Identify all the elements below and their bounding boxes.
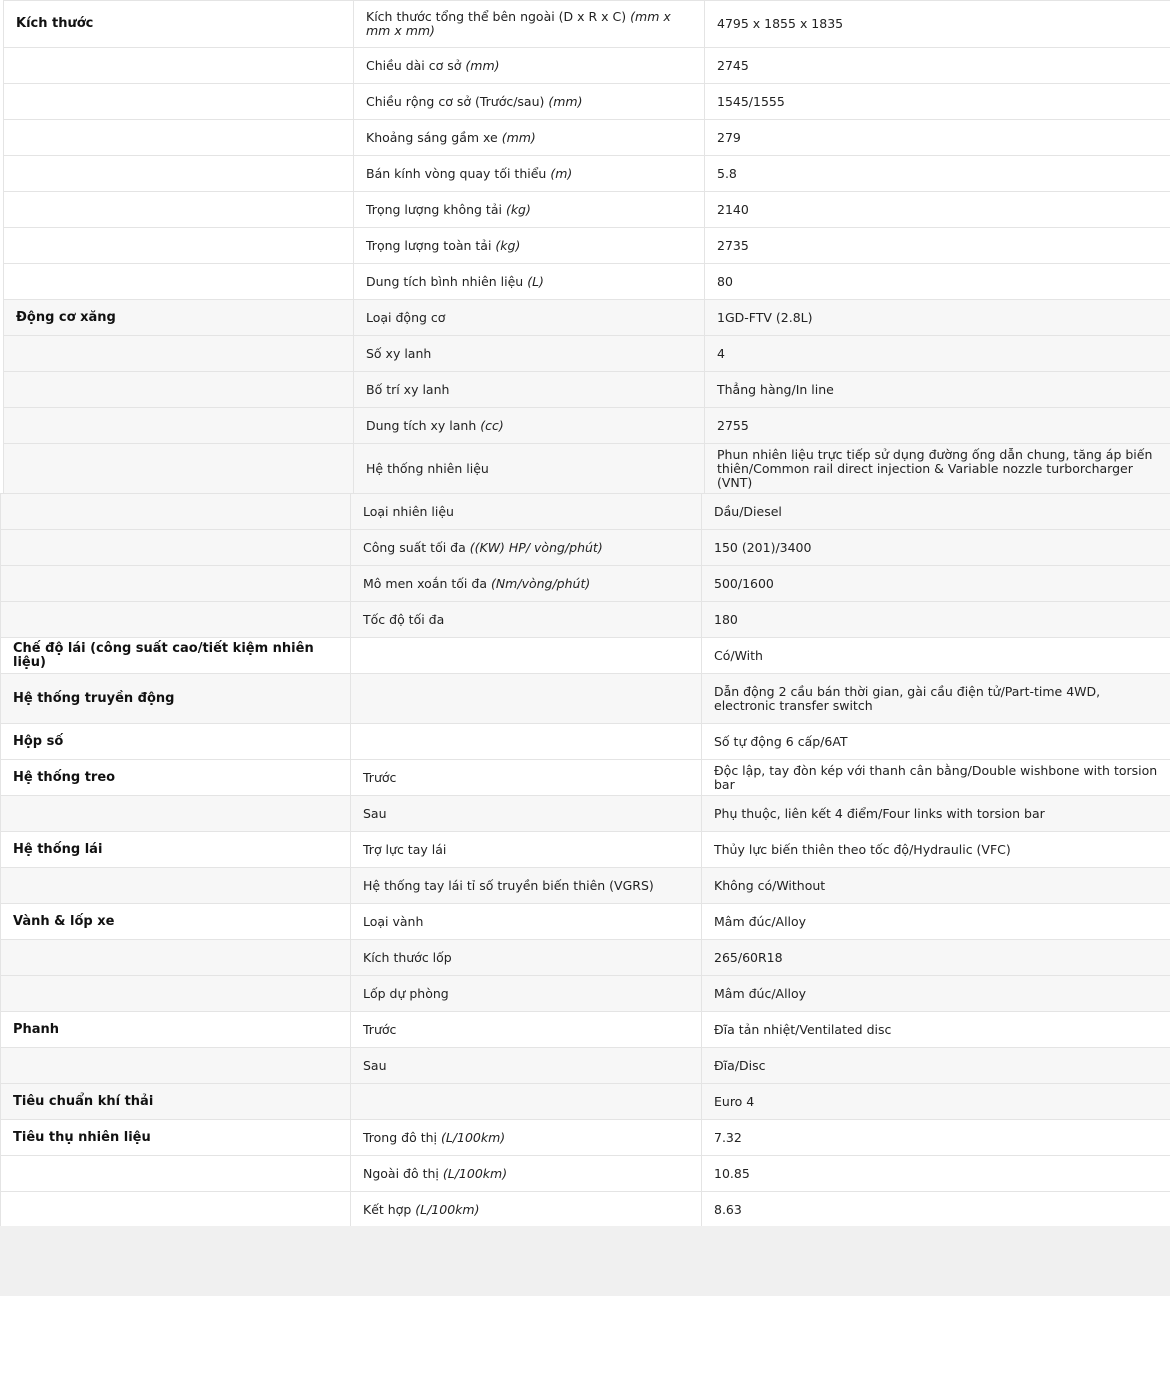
spec-group-cell bbox=[1, 602, 351, 638]
spec-value: Không có/Without bbox=[714, 877, 826, 893]
spec-item-cell bbox=[354, 372, 705, 408]
spec-item: Chiều rộng cơ sở (Trước/sau) bbox=[366, 93, 549, 109]
spec-unit: (Nm/vòng/phút) bbox=[490, 575, 591, 591]
spec-value-cell bbox=[705, 336, 1170, 372]
spec-item: Công suất tối đa bbox=[363, 539, 470, 555]
spec-item-cell bbox=[351, 638, 702, 674]
spec-group-cell bbox=[4, 84, 354, 120]
spec-row bbox=[1, 976, 1170, 1012]
spec-table-part2 bbox=[0, 493, 1170, 1228]
spec-row bbox=[1, 1120, 1170, 1156]
spec-item-cell bbox=[354, 336, 705, 372]
spec-unit: (L) bbox=[527, 273, 544, 289]
spec-value: Mâm đúc/Alloy bbox=[714, 913, 807, 929]
spec-item-cell bbox=[354, 264, 705, 300]
spec-value: 279 bbox=[717, 129, 741, 145]
spec-value: Mâm đúc/Alloy bbox=[714, 985, 807, 1001]
spec-value: 10.85 bbox=[714, 1165, 750, 1181]
spec-row bbox=[4, 300, 1170, 336]
spec-value-cell bbox=[702, 1084, 1170, 1120]
spec-value-cell bbox=[705, 444, 1170, 494]
spec-row bbox=[1, 566, 1170, 602]
spec-unit: (kg) bbox=[505, 201, 531, 217]
spec-item-cell bbox=[351, 566, 702, 602]
spec-unit: (kg) bbox=[495, 237, 521, 253]
spec-value-cell bbox=[705, 228, 1170, 264]
spec-item: Ngoài đô thị bbox=[363, 1165, 443, 1181]
spec-item-cell bbox=[351, 940, 702, 976]
spec-value: 1545/1555 bbox=[717, 93, 785, 109]
spec-group: Chế độ lái (công suất cao/tiết kiệm nhiên liệu) bbox=[13, 640, 314, 670]
spec-group-cell bbox=[1, 530, 351, 566]
spec-item-cell bbox=[351, 494, 702, 530]
spec-value-cell bbox=[705, 372, 1170, 408]
spec-value: Euro 4 bbox=[714, 1093, 755, 1109]
spec-item: Trước bbox=[363, 769, 397, 785]
spec-item: Chiều dài cơ sở bbox=[366, 57, 466, 73]
spec-item: Loại động cơ bbox=[366, 309, 446, 325]
spec-value: 150 (201)/3400 bbox=[714, 539, 812, 555]
spec-value-cell bbox=[705, 1, 1170, 48]
spec-group-cell bbox=[1, 760, 351, 796]
spec-row bbox=[1, 1192, 1170, 1228]
spec-value: 2745 bbox=[717, 57, 749, 73]
spec-item-cell bbox=[354, 228, 705, 264]
spec-value-cell bbox=[702, 832, 1170, 868]
spec-group-cell bbox=[1, 566, 351, 602]
spec-item-cell bbox=[354, 408, 705, 444]
spec-row bbox=[4, 84, 1170, 120]
spec-item: Bố trí xy lanh bbox=[366, 381, 450, 397]
spec-row bbox=[1, 1084, 1170, 1120]
spec-row bbox=[4, 264, 1170, 300]
spec-value: Phun nhiên liệu trực tiếp sử dụng đường ống dẫn chung, tăng áp biến thiên/Common rail direct injection & Variable nozzle turborcharger (VNT) bbox=[717, 446, 1153, 490]
spec-item: Trọng lượng toàn tải bbox=[366, 237, 496, 253]
spec-item: Khoảng sáng gầm xe bbox=[366, 129, 502, 145]
spec-item-cell bbox=[351, 1012, 702, 1048]
spec-item-cell bbox=[351, 724, 702, 760]
spec-value: Đĩa tản nhiệt/Ventilated disc bbox=[714, 1021, 892, 1037]
spec-group-cell bbox=[1, 796, 351, 832]
spec-row bbox=[4, 372, 1170, 408]
spec-group-cell bbox=[4, 444, 354, 494]
spec-group-cell bbox=[1, 1048, 351, 1084]
spec-group-cell bbox=[4, 156, 354, 192]
spec-value: 2140 bbox=[717, 201, 749, 217]
spec-unit: (mm x mm x mm) bbox=[366, 9, 671, 38]
spec-item: Sau bbox=[363, 1057, 387, 1073]
spec-table-part1 bbox=[3, 0, 1170, 494]
spec-value-cell bbox=[702, 1048, 1170, 1084]
spec-row bbox=[1, 1156, 1170, 1192]
spec-row bbox=[1, 602, 1170, 638]
spec-value: 2755 bbox=[717, 417, 749, 433]
spec-row bbox=[1, 760, 1170, 796]
spec-unit: ((KW) HP/ vòng/phút) bbox=[469, 539, 603, 555]
spec-value-cell bbox=[705, 408, 1170, 444]
spec-unit: (m) bbox=[550, 165, 573, 181]
spec-row bbox=[1, 796, 1170, 832]
spec-group: Động cơ xăng bbox=[16, 309, 116, 325]
spec-value-cell bbox=[705, 300, 1170, 336]
spec-item: Trọng lượng không tải bbox=[366, 201, 506, 217]
spec-value-cell bbox=[702, 976, 1170, 1012]
spec-value: 2735 bbox=[717, 237, 749, 253]
spec-table-body-2 bbox=[1, 494, 1170, 1228]
spec-unit: (mm) bbox=[465, 57, 500, 73]
spec-value-cell bbox=[702, 638, 1170, 674]
spec-group-cell bbox=[4, 192, 354, 228]
spec-item: Kết hợp bbox=[363, 1201, 416, 1217]
spec-item-cell bbox=[351, 530, 702, 566]
spec-value-cell bbox=[702, 674, 1170, 724]
spec-group-cell bbox=[1, 1156, 351, 1192]
spec-group-cell bbox=[4, 300, 354, 336]
spec-row bbox=[1, 530, 1170, 566]
spec-value: 500/1600 bbox=[714, 575, 774, 591]
spec-value-cell bbox=[702, 1012, 1170, 1048]
spec-group: Hệ thống treo bbox=[13, 769, 116, 785]
spec-item-cell bbox=[354, 1, 705, 48]
spec-value: Có/With bbox=[714, 647, 763, 663]
spec-row bbox=[4, 120, 1170, 156]
spec-value-cell bbox=[705, 264, 1170, 300]
spec-value-cell bbox=[705, 48, 1170, 84]
spec-value: 180 bbox=[714, 611, 738, 627]
spec-row bbox=[1, 638, 1170, 674]
spec-item-cell bbox=[354, 300, 705, 336]
spec-item-cell bbox=[351, 1156, 702, 1192]
spec-item-cell bbox=[351, 602, 702, 638]
spec-group-cell bbox=[1, 940, 351, 976]
spec-item: Dung tích bình nhiên liệu bbox=[366, 273, 528, 289]
spec-item-cell bbox=[354, 192, 705, 228]
spec-item: Bán kính vòng quay tối thiểu bbox=[366, 165, 551, 181]
spec-item-cell bbox=[351, 674, 702, 724]
spec-value-cell bbox=[705, 192, 1170, 228]
spec-row bbox=[4, 408, 1170, 444]
spec-group: Tiêu thụ nhiên liệu bbox=[13, 1129, 151, 1145]
spec-row bbox=[4, 48, 1170, 84]
spec-item-cell bbox=[351, 1048, 702, 1084]
spec-value: Số tự động 6 cấp/6AT bbox=[714, 733, 848, 749]
spec-value-cell bbox=[702, 940, 1170, 976]
spec-value: 7.32 bbox=[714, 1129, 742, 1145]
spec-item: Tốc độ tối đa bbox=[363, 611, 445, 627]
spec-unit: (mm) bbox=[501, 129, 536, 145]
spec-group-cell bbox=[4, 48, 354, 84]
spec-row bbox=[1, 724, 1170, 760]
spec-group: Hệ thống lái bbox=[13, 841, 103, 857]
spec-value: Phụ thuộc, liên kết 4 điểm/Four links with torsion bar bbox=[714, 805, 1045, 821]
spec-value-cell bbox=[705, 84, 1170, 120]
spec-row bbox=[1, 940, 1170, 976]
spec-group-cell bbox=[1, 832, 351, 868]
spec-row bbox=[4, 1, 1170, 48]
spec-value: Đĩa/Disc bbox=[714, 1057, 766, 1073]
spec-item: Trợ lực tay lái bbox=[363, 841, 447, 857]
spec-group-cell bbox=[4, 408, 354, 444]
spec-item-cell bbox=[351, 868, 702, 904]
spec-value-cell bbox=[702, 494, 1170, 530]
spec-item: Trong đô thị bbox=[363, 1129, 441, 1145]
spec-item: Kích thước lốp bbox=[363, 949, 452, 965]
spec-group: Hệ thống truyền động bbox=[13, 690, 175, 706]
spec-item-cell bbox=[351, 976, 702, 1012]
spec-group-cell bbox=[4, 264, 354, 300]
spec-value-cell bbox=[702, 566, 1170, 602]
spec-unit: (L/100km) bbox=[415, 1201, 480, 1217]
spec-value: Dầu/Diesel bbox=[714, 503, 782, 519]
spec-group-cell bbox=[1, 868, 351, 904]
spec-value: Thủy lực biến thiên theo tốc độ/Hydraulic (VFC) bbox=[714, 841, 1011, 857]
spec-unit: (L/100km) bbox=[442, 1165, 508, 1181]
spec-group-cell bbox=[4, 336, 354, 372]
spec-item-cell bbox=[351, 904, 702, 940]
spec-item: Loại nhiên liệu bbox=[363, 503, 454, 519]
spec-row bbox=[4, 192, 1170, 228]
spec-row bbox=[1, 904, 1170, 940]
spec-value: 1GD-FTV (2.8L) bbox=[717, 309, 813, 325]
spec-row bbox=[4, 336, 1170, 372]
spec-group-cell bbox=[4, 1, 354, 48]
spec-group-cell bbox=[4, 372, 354, 408]
spec-row bbox=[1, 494, 1170, 530]
spec-value: 265/60R18 bbox=[714, 949, 783, 965]
spec-group-cell bbox=[1, 674, 351, 724]
spec-value-cell bbox=[702, 1120, 1170, 1156]
spec-item: Lốp dự phòng bbox=[363, 985, 449, 1001]
spec-item-cell bbox=[351, 1120, 702, 1156]
spec-row bbox=[1, 1048, 1170, 1084]
spec-group-cell bbox=[1, 724, 351, 760]
spec-value-cell bbox=[702, 530, 1170, 566]
spec-row bbox=[4, 444, 1170, 494]
spec-row bbox=[1, 868, 1170, 904]
spec-value: 5.8 bbox=[717, 165, 737, 181]
spec-item-cell bbox=[354, 156, 705, 192]
spec-group: Vành & lốp xe bbox=[13, 913, 115, 929]
spec-group-cell bbox=[1, 1012, 351, 1048]
spec-item-cell bbox=[354, 120, 705, 156]
spec-group-cell bbox=[1, 1084, 351, 1120]
spec-unit: (cc) bbox=[480, 417, 504, 433]
spec-group-cell bbox=[1, 494, 351, 530]
spec-value-cell bbox=[702, 868, 1170, 904]
spec-item: Hệ thống nhiên liệu bbox=[366, 460, 489, 476]
spec-row bbox=[1, 832, 1170, 868]
spec-group-cell bbox=[1, 638, 351, 674]
spec-item: Trước bbox=[363, 1021, 397, 1037]
spec-row bbox=[1, 674, 1170, 724]
spec-value: 8.63 bbox=[714, 1201, 742, 1217]
spec-group: Kích thước bbox=[16, 16, 94, 31]
spec-item: Loại vành bbox=[363, 913, 424, 929]
spec-item: Hệ thống tay lái tỉ số truyền biến thiên (VGRS) bbox=[363, 877, 654, 893]
spec-value-cell bbox=[705, 120, 1170, 156]
spec-group-cell bbox=[1, 1192, 351, 1228]
spec-item: Số xy lanh bbox=[366, 345, 432, 361]
spec-value-cell bbox=[705, 156, 1170, 192]
spec-unit: (mm) bbox=[548, 93, 583, 109]
spec-value-cell bbox=[702, 760, 1170, 796]
spec-value-cell bbox=[702, 1192, 1170, 1228]
spec-unit: (L/100km) bbox=[440, 1129, 506, 1145]
spec-group: Tiêu chuẩn khí thải bbox=[13, 1093, 154, 1109]
spec-item-cell bbox=[354, 48, 705, 84]
spec-group-cell bbox=[4, 228, 354, 264]
spec-value: Độc lập, tay đòn kép với thanh cân bằng/Double wishbone with torsion bar bbox=[714, 762, 1158, 792]
spec-value-cell bbox=[702, 602, 1170, 638]
spec-item-cell bbox=[351, 1084, 702, 1120]
spec-value: 4 bbox=[717, 345, 725, 361]
spec-value: Dẫn động 2 cầu bán thời gian, gài cầu điện tử/Part-time 4WD, electronic transfer switch bbox=[714, 683, 1101, 713]
spec-item-cell bbox=[351, 796, 702, 832]
spec-group: Hộp số bbox=[13, 733, 64, 749]
spec-item-cell bbox=[351, 760, 702, 796]
spec-item-cell bbox=[354, 84, 705, 120]
spec-item-cell bbox=[354, 444, 705, 494]
spec-value: 4795 x 1855 x 1835 bbox=[717, 16, 844, 31]
spec-value-cell bbox=[702, 796, 1170, 832]
spec-group-cell bbox=[1, 1120, 351, 1156]
spec-value-cell bbox=[702, 724, 1170, 760]
spec-row bbox=[4, 156, 1170, 192]
footer-band bbox=[0, 1226, 1170, 1296]
spec-row bbox=[1, 1012, 1170, 1048]
spec-value: 80 bbox=[717, 273, 733, 289]
spec-value: Thẳng hàng/In line bbox=[717, 381, 834, 397]
spec-group-cell bbox=[1, 904, 351, 940]
spec-group-cell bbox=[1, 976, 351, 1012]
spec-item-cell bbox=[351, 1192, 702, 1228]
spec-table-body-1 bbox=[4, 1, 1170, 494]
spec-item: Sau bbox=[363, 805, 387, 821]
spec-group-cell bbox=[4, 120, 354, 156]
spec-row bbox=[4, 228, 1170, 264]
spec-item-cell bbox=[351, 832, 702, 868]
spec-value-cell bbox=[702, 1156, 1170, 1192]
spec-group: Phanh bbox=[13, 1021, 60, 1037]
spec-item: Mô men xoắn tối đa bbox=[363, 575, 491, 591]
spec-value-cell bbox=[702, 904, 1170, 940]
spec-item: Dung tích xy lanh bbox=[366, 417, 481, 433]
spec-item: Kích thước tổng thể bên ngoài (D x R x C) bbox=[366, 9, 631, 24]
